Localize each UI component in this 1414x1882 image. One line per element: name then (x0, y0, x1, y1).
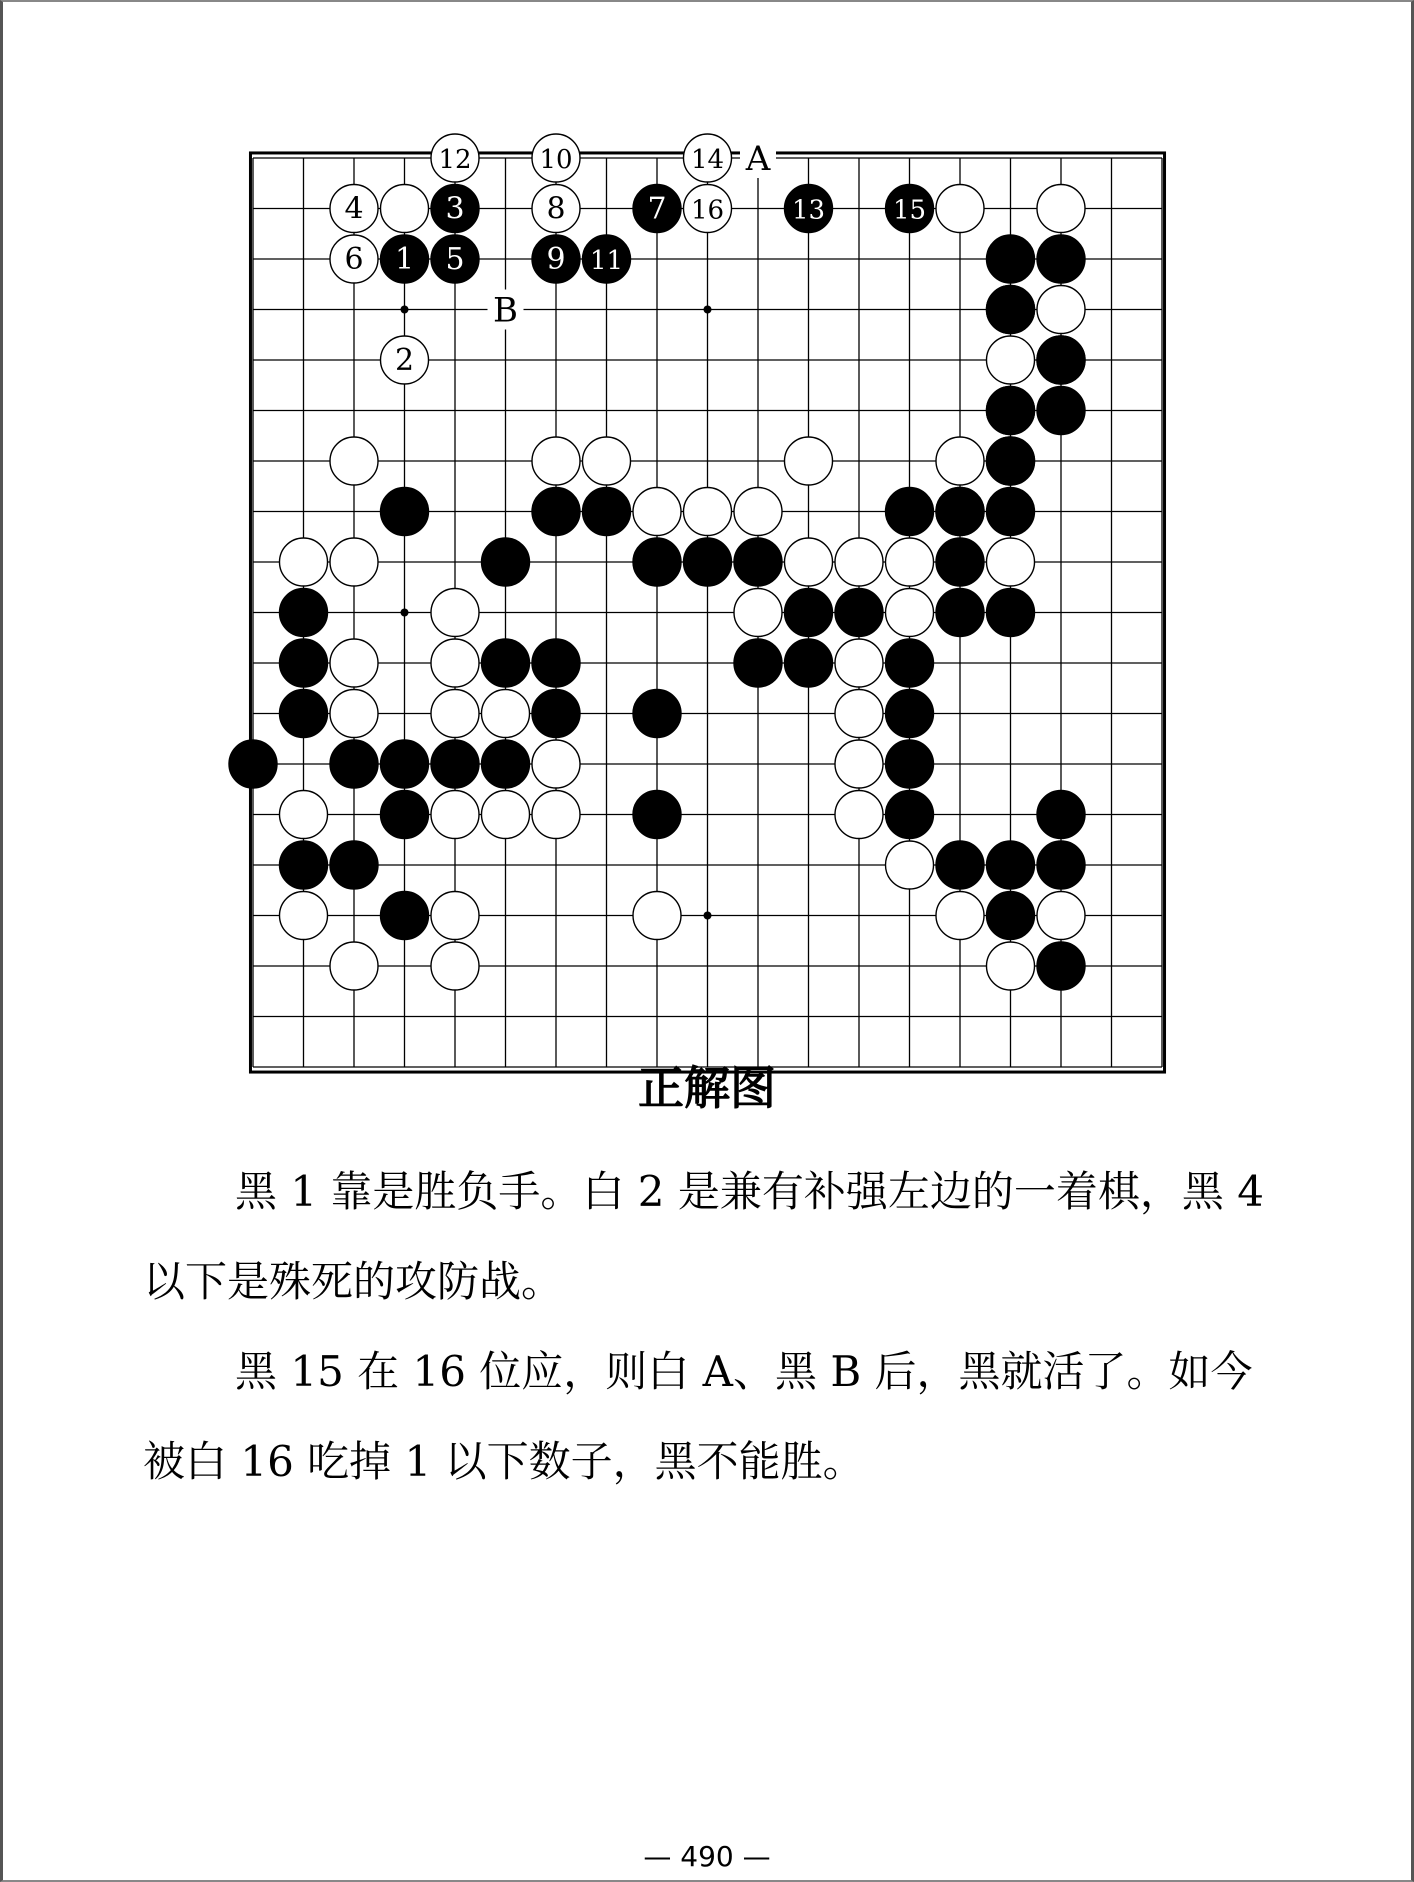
white-stone (886, 841, 934, 889)
black-stone (431, 740, 479, 788)
white-stone (1037, 185, 1085, 233)
white-stone (1037, 286, 1085, 334)
move-number-label: 11 (589, 246, 624, 276)
black-stone (633, 791, 681, 839)
black-stone (987, 286, 1035, 334)
white-stone (1037, 892, 1085, 940)
white-stone (987, 538, 1035, 586)
black-stone (482, 538, 530, 586)
black-stone (482, 740, 530, 788)
black-stone (532, 639, 580, 687)
white-stone (330, 639, 378, 687)
white-stone (381, 185, 429, 233)
black-stone (936, 538, 984, 586)
white-stone (987, 336, 1035, 384)
white-stone (431, 589, 479, 637)
white-stone (633, 892, 681, 940)
white-stone (482, 791, 530, 839)
white-stone (835, 538, 883, 586)
black-stone (1037, 841, 1085, 889)
black-stone (987, 235, 1035, 283)
white-stone (280, 538, 328, 586)
black-stone (280, 690, 328, 738)
white-stone (280, 791, 328, 839)
black-stone (229, 740, 277, 788)
move-number-label: 13 (791, 195, 826, 226)
black-stone (1037, 942, 1085, 990)
white-stone (431, 690, 479, 738)
paragraph-1: 黑 1 靠是胜负手。白 2 是兼有补强左边的一着棋，黑 4 以下是殊死的攻防战。 (143, 1167, 1264, 1306)
black-stone (532, 488, 580, 536)
black-stone (734, 639, 782, 687)
move-number-label: 7 (647, 191, 667, 227)
move-number-label: 4 (344, 191, 364, 227)
white-stone (684, 488, 732, 536)
move-number-label: 5 (445, 242, 465, 277)
black-stone (330, 740, 378, 788)
white-stone (330, 942, 378, 990)
white-stone (835, 690, 883, 738)
white-stone (431, 892, 479, 940)
black-stone (886, 639, 934, 687)
white-stone (785, 538, 833, 586)
white-stone (482, 690, 530, 738)
black-stone (886, 488, 934, 536)
white-stone (734, 589, 782, 637)
black-stone (835, 589, 883, 637)
black-stone (886, 690, 934, 738)
black-stone (280, 589, 328, 637)
white-stone (330, 690, 378, 738)
black-stone (330, 841, 378, 889)
white-stone (633, 488, 681, 536)
white-stone (330, 437, 378, 485)
black-stone (987, 589, 1035, 637)
black-stone (280, 841, 328, 889)
black-stone (1037, 387, 1085, 435)
black-stone (1037, 235, 1085, 283)
black-stone (936, 589, 984, 637)
white-stone (936, 437, 984, 485)
black-stone (987, 387, 1035, 435)
black-stone (684, 538, 732, 586)
black-stone (381, 488, 429, 536)
white-stone (532, 791, 580, 839)
white-stone (886, 589, 934, 637)
white-stone (583, 437, 631, 485)
move-number-label: 8 (546, 191, 566, 227)
white-stone (280, 892, 328, 940)
black-stone (936, 841, 984, 889)
go-board-diagram (223, 102, 1173, 1032)
white-stone (734, 488, 782, 536)
black-stone (583, 488, 631, 536)
move-number-label: 1 (394, 242, 415, 277)
move-number-label: 16 (690, 195, 725, 226)
white-stone (785, 437, 833, 485)
black-stone (987, 437, 1035, 485)
black-stone (886, 791, 934, 839)
move-number-label: 15 (892, 195, 927, 226)
black-stone (734, 538, 782, 586)
white-stone (936, 892, 984, 940)
move-number-label: 14 (690, 145, 725, 175)
hoshi-point (401, 306, 409, 314)
black-stone (936, 488, 984, 536)
move-number-label: 3 (445, 191, 465, 227)
black-stone (482, 639, 530, 687)
move-number-label: 12 (438, 145, 472, 175)
black-stone (785, 589, 833, 637)
hoshi-point (704, 912, 712, 920)
white-stone (835, 791, 883, 839)
black-stone (532, 690, 580, 738)
black-stone (1037, 336, 1085, 384)
black-stone (785, 639, 833, 687)
white-stone (330, 538, 378, 586)
black-stone (987, 488, 1035, 536)
white-stone (532, 740, 580, 788)
black-stone (633, 538, 681, 586)
hoshi-point (704, 306, 712, 314)
black-stone (381, 892, 429, 940)
black-stone (886, 740, 934, 788)
black-stone (987, 841, 1035, 889)
white-stone (987, 942, 1035, 990)
white-stone (936, 185, 984, 233)
paragraph-2: 黑 15 在 16 位应，则白 A、黑 B 后，黑就活了。如今被白 16 吃掉 1 以下数子，黑不能胜。 (143, 1347, 1253, 1486)
black-stone (633, 690, 681, 738)
diagram-caption: 正解图 (638, 1061, 776, 1115)
white-stone (532, 437, 580, 485)
white-stone (835, 740, 883, 788)
black-stone (1037, 791, 1085, 839)
white-stone (431, 639, 479, 687)
white-stone (886, 538, 934, 586)
black-stone (987, 892, 1035, 940)
letter-mark-B: B (493, 290, 518, 331)
move-number-label: 9 (546, 242, 566, 277)
move-number-label: 2 (394, 343, 415, 378)
white-stone (431, 791, 479, 839)
page-number: — 490 — (643, 1840, 771, 1873)
move-number-label: 6 (344, 242, 364, 277)
black-stone (381, 740, 429, 788)
hoshi-point (401, 609, 409, 617)
black-stone (280, 639, 328, 687)
letter-mark-A: A (745, 139, 771, 179)
move-number-label: 10 (539, 145, 573, 175)
white-stone (835, 639, 883, 687)
black-stone (381, 791, 429, 839)
white-stone (431, 942, 479, 990)
